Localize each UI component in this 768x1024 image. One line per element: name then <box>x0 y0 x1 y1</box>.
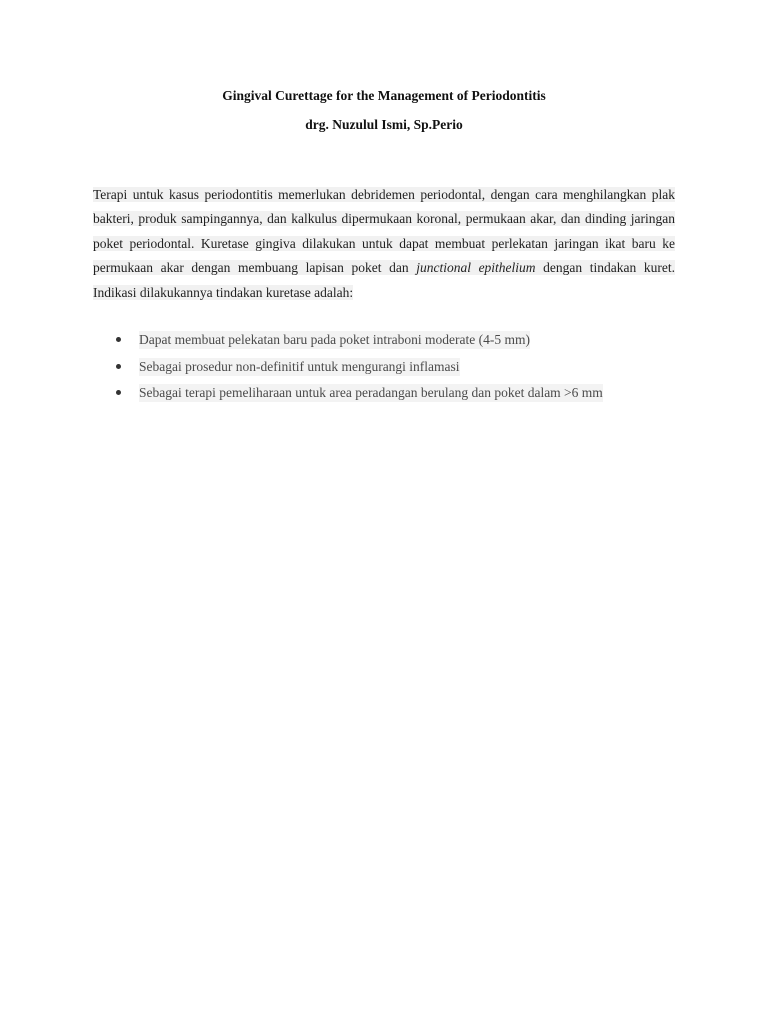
bullet-icon <box>116 364 121 369</box>
paragraph-text-part1: Terapi untuk kasus periodontitis memerlukan debridemen periodontal, dengan cara menghilangkan plak bakteri, produk sampingannya, dan kalkulus dipermukaan koronal, permukaan akar, dan dinding jaringan poket periodontal. Kuretase gingiva dilakukan untuk dapat membuat perlekatan jaringan ikat baru ke permukaan akar dengan membuang lapisan poket dan <box>93 186 675 275</box>
bullet-icon <box>116 390 121 395</box>
list-item-text: Sebagai terapi pemeliharaan untuk area peradangan berulang dan poket dalam >6 mm <box>139 385 603 400</box>
list-item <box>93 383 693 410</box>
list-item <box>93 330 693 357</box>
document-author: drg. Nuzulul Ismi, Sp.Perio <box>305 117 463 132</box>
indication-list <box>93 330 693 410</box>
paragraph-text-part2: dengan tindakan kuret. Indikasi dilakukannya tindakan kuretase adalah: <box>93 260 675 300</box>
body-paragraph <box>93 183 675 306</box>
list-item-text: Dapat membuat pelekatan baru pada poket intraboni moderate (4-5 mm) <box>139 332 530 347</box>
document-title: Gingival Curettage for the Management of Periodontitis <box>222 88 546 103</box>
paragraph-italic-term: junctional epithelium <box>416 260 536 275</box>
bullet-icon <box>116 337 121 342</box>
list-item-text: Sebagai prosedur non-definitif untuk mengurangi inflamasi <box>139 358 460 374</box>
list-item <box>93 357 693 384</box>
